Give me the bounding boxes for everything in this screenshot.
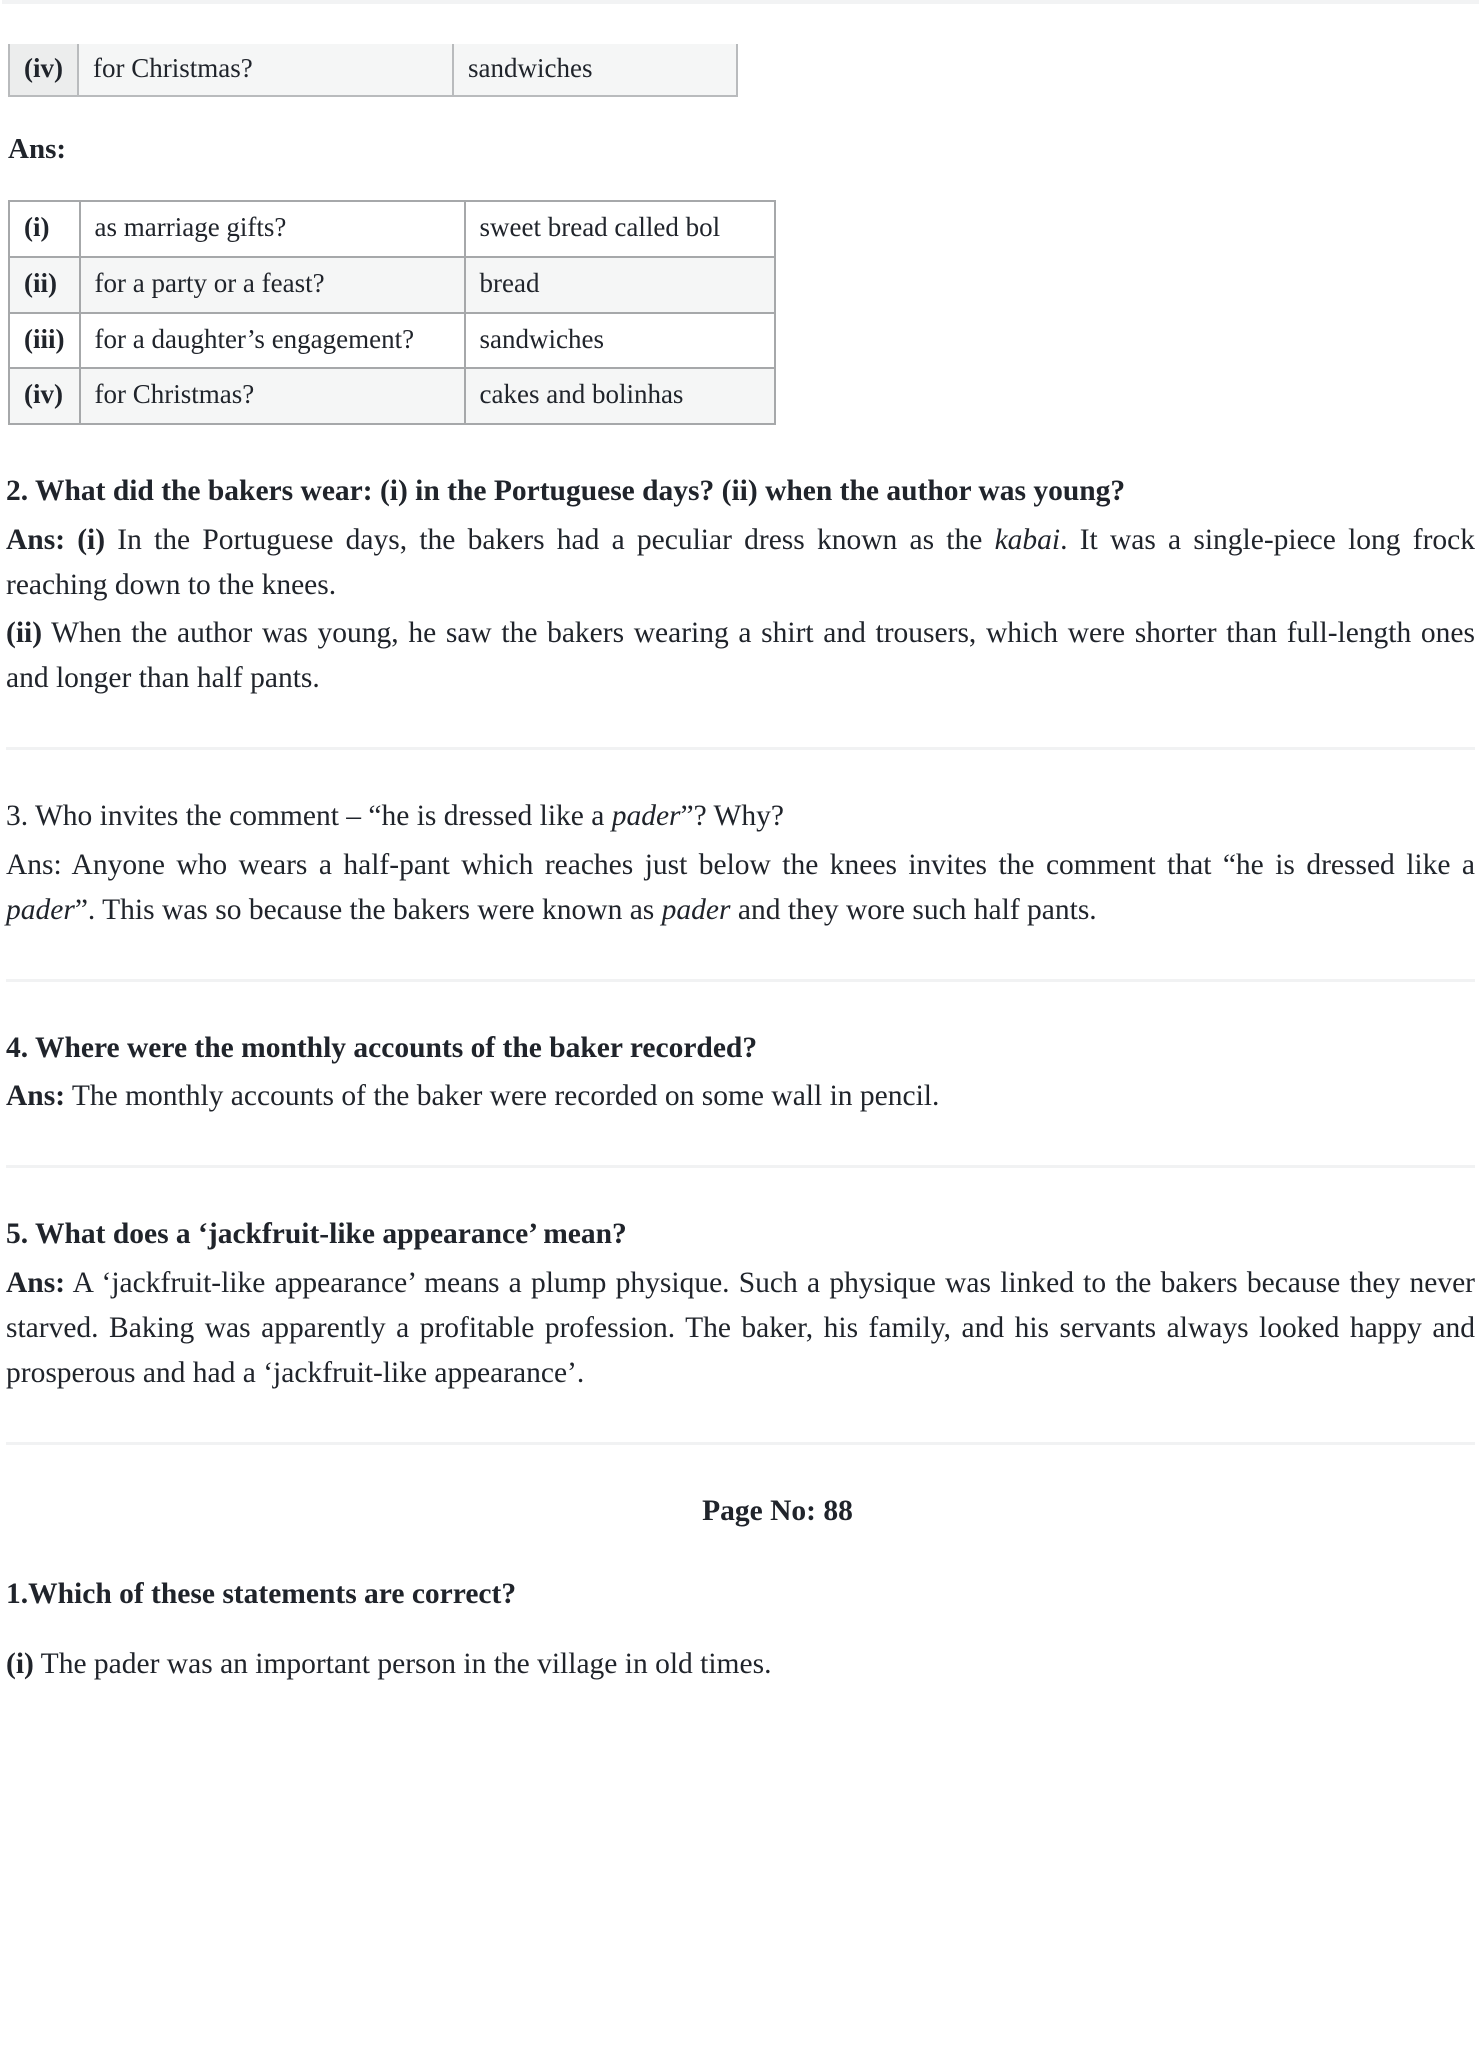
answer-text-cont: ”. This was so because the bakers were known as: [74, 893, 662, 926]
answer-text: When the author was young, he saw the bakers wearing a shirt and trousers, which were shorter than full-length ones and longer than half pants.: [6, 617, 1475, 695]
row-question: for a daughter’s engagement?: [80, 313, 465, 369]
row-question: for Christmas?: [78, 44, 453, 96]
section-divider: [6, 1442, 1475, 1445]
question-2-answer-part-1: [6, 518, 1475, 608]
page-number-marker: Page No: 88: [702, 1494, 853, 1527]
section-divider: [6, 747, 1475, 750]
row-number: (iii): [9, 313, 80, 369]
row-answer: sweet bread called bol: [465, 201, 775, 257]
row-question: for Christmas?: [80, 368, 465, 424]
question-3-heading: [6, 794, 1475, 839]
question-5-answer: [6, 1261, 1475, 1395]
next-section-item-i: [6, 1642, 1475, 1687]
italic-term-pader: pader: [661, 893, 731, 926]
question-2-answer-part-2: [6, 611, 1475, 701]
table-row: [9, 201, 775, 257]
row-number: (i): [9, 201, 80, 257]
answer-text: The monthly accounts of the baker were recorded on some wall in pencil.: [65, 1080, 940, 1113]
answer-text: In the Portuguese days, the bakers had a peculiar dress known as the: [105, 523, 995, 556]
row-number: (ii): [9, 257, 80, 313]
answer-text-cont: . It was a single-piece long frock reaching down to the knees.: [6, 523, 1475, 601]
next-section-question-heading: 1.Which of these statements are correct?: [6, 1577, 517, 1610]
answer-table-wrapper: [8, 200, 1475, 425]
item-number: (i): [6, 1648, 34, 1681]
row-answer: bread: [465, 257, 775, 313]
answer-lead-ii: (ii): [6, 617, 43, 650]
table-row: [9, 257, 775, 313]
italic-term-pader: pader: [6, 893, 75, 926]
answer-text-end: and they wore such half pants.: [730, 893, 1097, 926]
question-2-heading: 2. What did the bakers wear: (i) in the Portuguese days? (ii) when the author was young?: [6, 475, 1126, 507]
question-text-cont: ”? Why?: [680, 800, 784, 833]
section-divider: [6, 1165, 1475, 1168]
table-row: [9, 44, 737, 96]
question-4-answer: [6, 1074, 1475, 1119]
answer-table: [8, 200, 776, 425]
section-divider: [6, 979, 1475, 982]
answer-lead: Ans: (i): [6, 523, 106, 556]
answer-lead: Ans:: [6, 1267, 66, 1300]
clipped-question-table: [8, 44, 738, 97]
item-text: The pader was an important person in the village in old times.: [33, 1648, 772, 1681]
answer-lead: Ans:: [6, 1080, 66, 1113]
row-answer: sandwiches: [465, 313, 775, 369]
italic-term-pader: pader: [611, 800, 681, 833]
question-text: 3. Who invites the comment – “he is dressed like a: [6, 800, 612, 833]
table-row: [9, 313, 775, 369]
table-row: [9, 368, 775, 424]
italic-term-kabai: kabai: [994, 523, 1061, 556]
question-4-heading: 4. Where were the monthly accounts of the baker recorded?: [6, 1031, 758, 1064]
row-number: (iv): [9, 44, 78, 96]
ans-label: Ans:: [8, 133, 67, 165]
row-question: as marriage gifts?: [80, 201, 465, 257]
row-question: for a party or a feast?: [80, 257, 465, 313]
row-answer: cakes and bolinhas: [465, 368, 775, 424]
row-number: (iv): [9, 368, 80, 424]
question-5-heading: 5. What does a ‘jackfruit-like appearance’ mean?: [6, 1218, 627, 1251]
question-3-answer: [6, 843, 1475, 933]
clipped-table-wrapper: [8, 44, 1475, 97]
page-top-rule: [2, 0, 1479, 4]
answer-text: Ans: Anyone who wears a half-pant which reaches just below the knees invites the comment that “he is dressed like a: [6, 848, 1475, 881]
row-answer: sandwiches: [453, 44, 737, 96]
answer-text: A ‘jackfruit-like appearance’ means a plump physique. Such a physique was linked to the bakers because they never starved. Baking was apparently a profitable profession. The baker, his family, and his servants always looked happy and prosperous and had a ‘jackfruit-like appearance’.: [6, 1267, 1475, 1389]
